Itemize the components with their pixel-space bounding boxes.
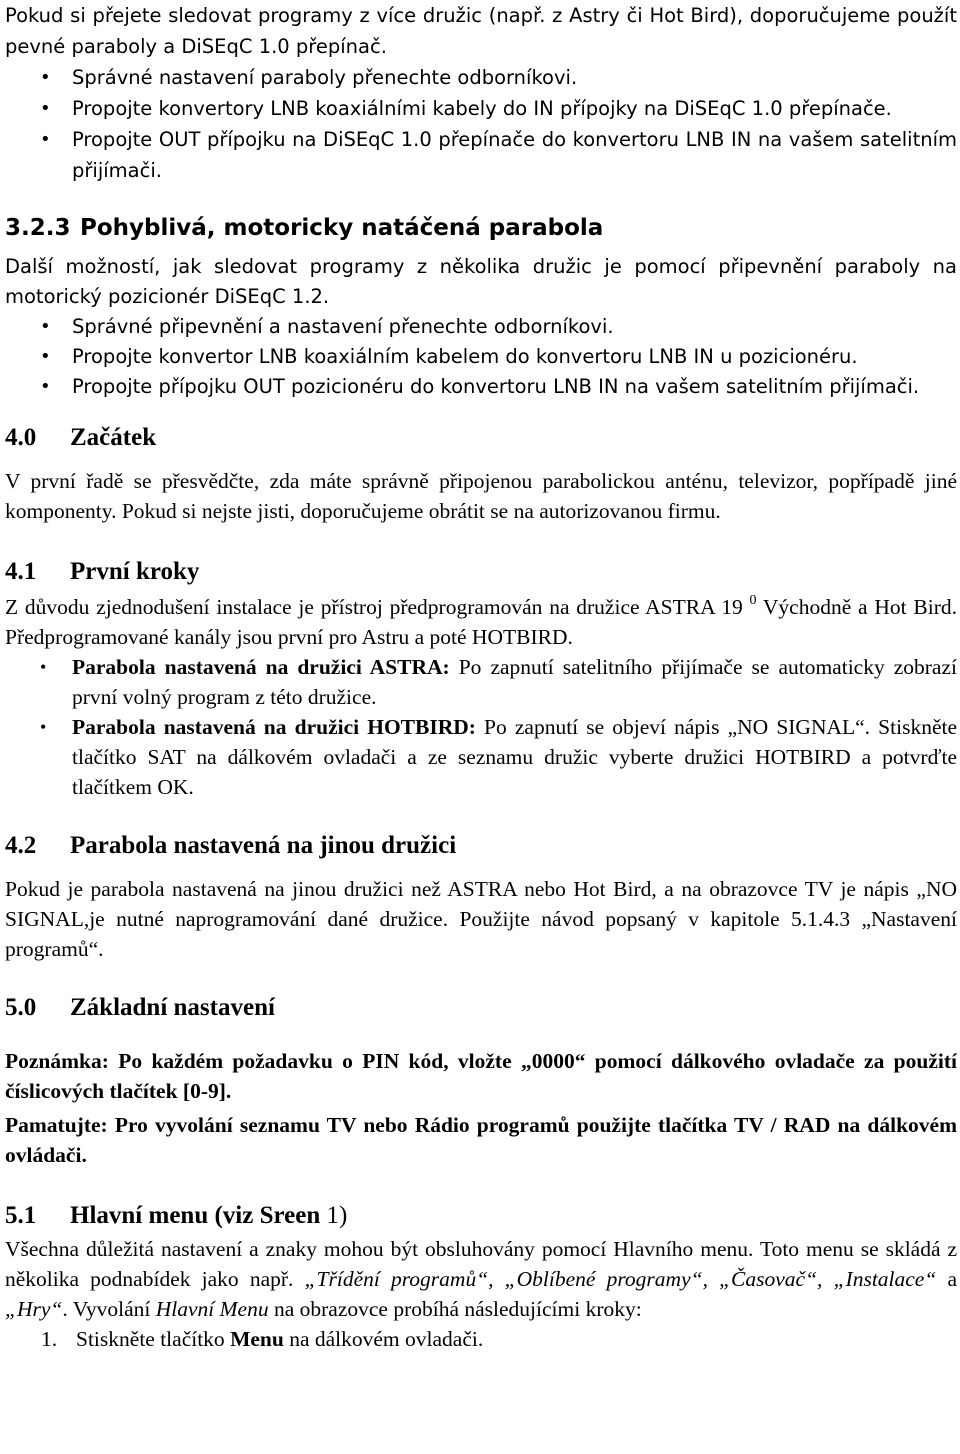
- section-paragraph: Další možností, jak sledovat programy z několika družic je pomocí připevnění paraboly na motorický pozicionér DiSEqC 1.2.: [5, 255, 957, 308]
- section-heading-5-0: [5, 992, 957, 1024]
- list-item: • Propojte konvertory LNB koaxiálními kabely do IN přípojky na DiSEqC 1.0 přepínače.: [5, 93, 957, 124]
- section-title: Pohyblivá, motoricky natáčená parabola: [80, 215, 604, 241]
- list-item: • Propojte OUT přípojku na DiSEqC 1.0 přepínače do konvertoru LNB IN na vašem satelitním přijímači.: [5, 124, 957, 186]
- section-paragraph: Z důvodu zjednodušení instalace je přístroj předprogramován na družice ASTRA 19 $^0$ Východně a Hot Bird. Předprogramované kanály jsou první pro Astru a poté HOTBIRD.: [5, 592, 958, 649]
- section-number: 4.2: [5, 832, 37, 859]
- section-number: 3.2.3: [5, 215, 71, 241]
- section-title: Začátek: [70, 424, 157, 451]
- section-heading-4-1: [5, 556, 957, 588]
- bullet-icon: •: [40, 717, 47, 737]
- section-bullet-list: [5, 312, 957, 402]
- list-item: 1. Stiskněte tlačítko Menu na dálkovém ovladači.: [5, 1324, 957, 1354]
- step-number: 1.: [41, 1327, 58, 1351]
- section-paragraph: V první řadě se přesvědčte, zda máte správně připojenou parabolickou anténu, televizor, popřípadě jiné komponenty. Pokud si nejste jisti, doporučujeme obrátit se na autorizovanou firmu.: [5, 469, 957, 523]
- section-paragraph: Pokud je parabola nastavená na jinou družici než ASTRA nebo Hot Bird, a na obrazovce TV je nápis „NO SIGNAL,je nutné naprogramování dané družice. Použijte návod popsaný v kapitole 5.1.4.3 „Nastavení programů“.: [5, 877, 957, 961]
- section-title: Hlavní menu (viz Sreen 1): [70, 1202, 348, 1229]
- document-page: [5, 0, 957, 1354]
- note-paragraph: Poznámka: Po každém požadavku o PIN kód, vložte „0000“ pomocí dálkového ovladače za použití číslicových tlačítek [0-9].: [5, 1049, 957, 1103]
- intro-bullet-list: [5, 62, 957, 186]
- intro-paragraph: Pokud si přejete sledovat programy z více družic (např. z Astry či Hot Bird), doporučujeme použít pevné paraboly a DiSEqC 1.0 přepínač.: [5, 4, 957, 58]
- section-bullet-list: [5, 652, 957, 802]
- bullet-icon: •: [40, 346, 51, 367]
- bullet-icon: •: [40, 98, 51, 119]
- section-number: 4.0: [5, 424, 37, 451]
- degree-superscript: 0: [749, 592, 757, 608]
- section-heading-4-2: [5, 830, 957, 862]
- bullet-icon: •: [40, 316, 51, 337]
- reminder-paragraph: Pamatujte: Pro vyvolání seznamu TV nebo Rádio programů použijte tlačítka TV / RAD na dálkovém ovládači.: [5, 1113, 957, 1167]
- bullet-icon: •: [40, 67, 51, 88]
- list-item: • Propojte přípojku OUT pozicionéru do konvertoru LNB IN na vašem satelitním přijímači.: [5, 372, 957, 402]
- bullet-icon: •: [40, 657, 47, 677]
- section-heading-5-1: [5, 1200, 957, 1232]
- list-item: • Správné připevnění a nastavení přenechte odborníkovi.: [5, 312, 957, 342]
- steps-list: [5, 1324, 957, 1354]
- section-title: Parabola nastavená na jinou družici: [70, 832, 457, 859]
- list-item: • Správné nastavení paraboly přenechte odborníkovi.: [5, 62, 957, 93]
- section-title: První kroky: [70, 558, 200, 585]
- bullet-icon: •: [40, 129, 51, 150]
- section-heading-3-2-3: [5, 212, 957, 244]
- section-number: 5.1: [5, 1202, 37, 1229]
- list-item: • Propojte konvertor LNB koaxiálním kabelem do konvertoru LNB IN u pozicionéru.: [5, 342, 957, 372]
- section-number: 5.0: [5, 994, 37, 1021]
- list-item: • Parabola nastavená na družici HOTBIRD: Po zapnutí se objeví nápis „NO SIGNAL“. Stiskněte tlačítko SAT na dálkovém ovladači a ze seznamu družic vyberte družici HOTBIRD a potvrďte tlačítkem OK.: [5, 712, 957, 802]
- bullet-icon: •: [40, 376, 51, 397]
- section-number: 4.1: [5, 558, 37, 585]
- list-item: • Parabola nastavená na družici ASTRA: Po zapnutí satelitního přijímače se automaticky zobrazí první volný program z této družice.: [5, 652, 957, 712]
- section-heading-4-0: [5, 422, 957, 454]
- section-title: Základní nastavení: [70, 994, 275, 1021]
- section-paragraph: Všechna důležitá nastavení a znaky mohou být obsluhovány pomocí Hlavního menu. Toto menu se skládá z několika podnabídek jako např. „Třídění programů“, „Oblíbené programy“, „Časovač“, „Instalace“ a „Hry“. Vyvolání Hlavní Menu na obrazovce probíhá následujícími kroky:: [5, 1237, 958, 1321]
